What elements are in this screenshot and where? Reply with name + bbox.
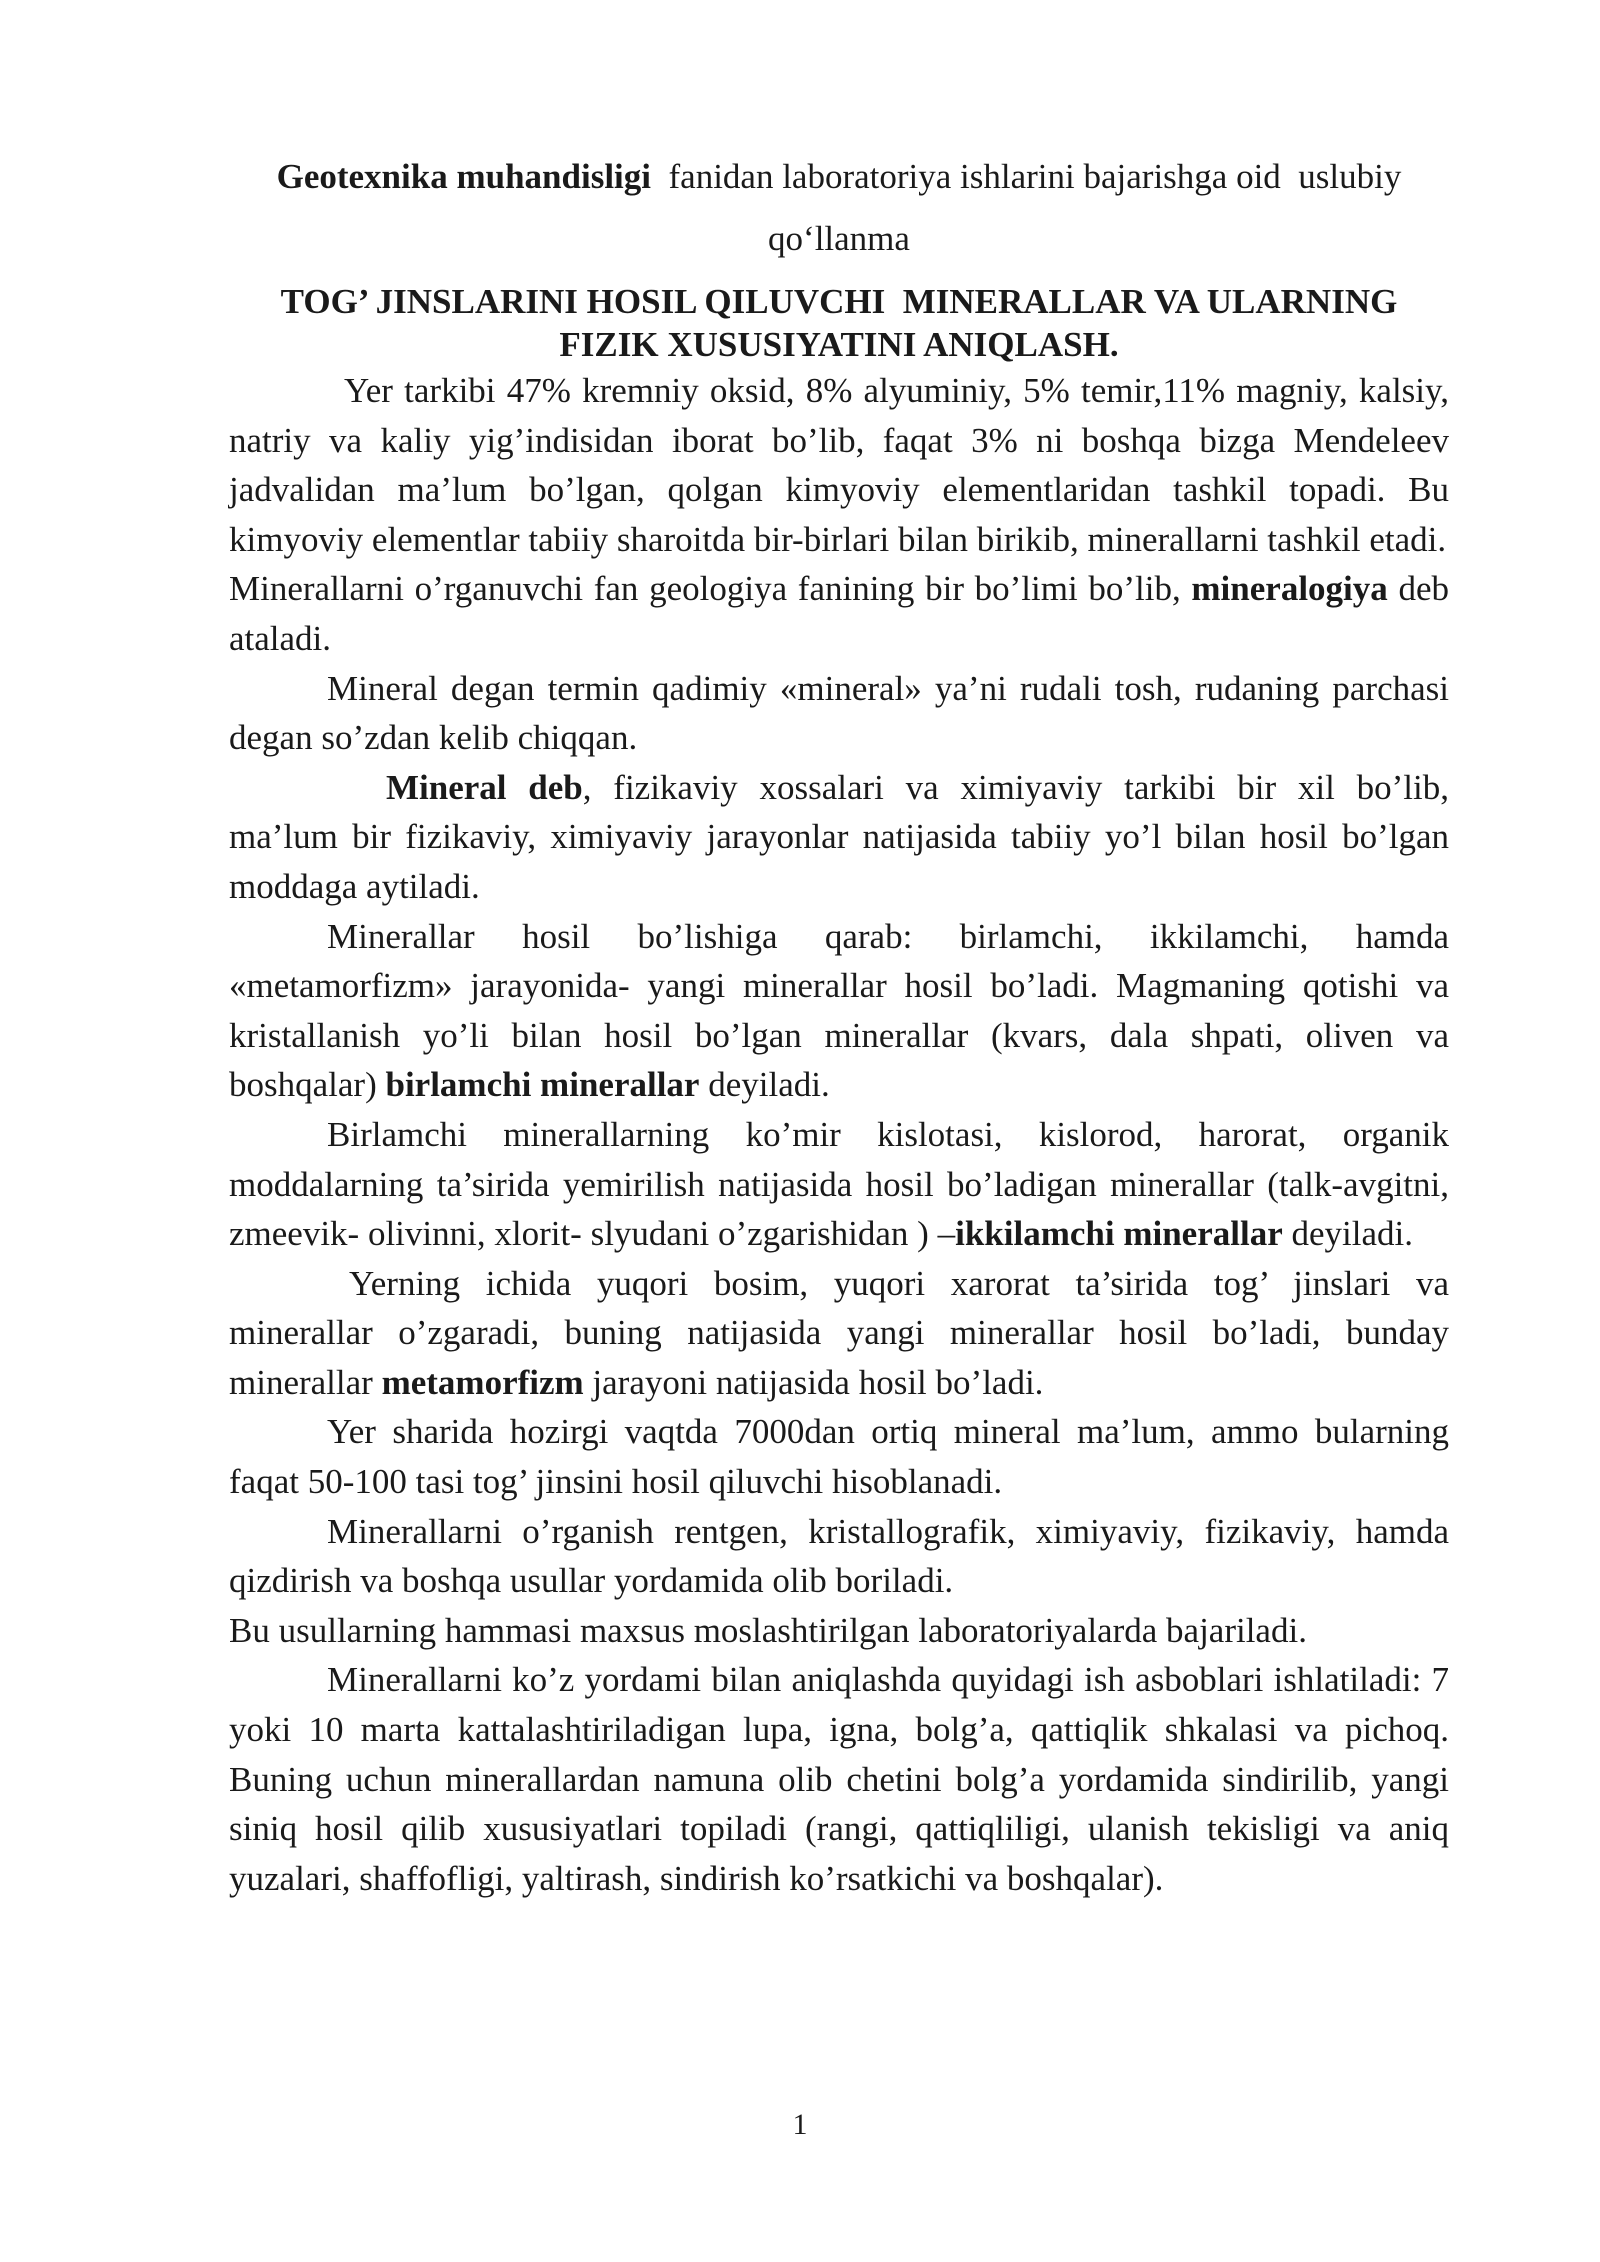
section-title [229,280,1449,366]
title-line1: TOG’ JINSLARINI HOSIL QILUVCHI MINERALLAR VA ULARNING [280,282,1398,321]
document-header [229,146,1449,208]
paragraph-6-text-b: deyiladi. [1282,1214,1413,1254]
header-line1-rest: fanidan laboratoriya ishlarini bajarishga oid uslubiy [651,157,1402,196]
paragraph-2-text-b: deb ataladi. [229,569,1449,658]
paragraph-11: Minerallarni ko’z yordami bilan aniqlashda quyidagi ish asboblari ishlatiladi: 7 yoki 10 marta kattalashtiriladigan lupa, igna, bolg’a, qattiqlik shkalasi va pichoq. Buning uchun minerallardan namuna olib chetini bolg’a yordamida sindirilib, yangi siniq hosil qilib xususiyatlari topiladi (rangi, qattiqliligi, ulanish tekisligi va aniq yuzalari, shaffofligi, yaltirash, sindirish ko’rsatkichi va boshqalar). [229,1660,1449,1898]
paragraph-5-term: birlamchi minerallar [385,1065,700,1105]
paragraph-4-term: Mineral deb [386,767,583,807]
paragraph-6 [229,1110,1449,1259]
paragraph-7 [229,1259,1449,1408]
paragraph-2 [229,564,1449,663]
paragraph-1: Yer tarkibi 47% kremniy oksid, 8% alyuminiy, 5% temir,11% magniy, kalsiy, natriy va kaliy yig’indisidan iborat bo’lib, faqat 3% ni boshqa bizga Mendeleev jadvalidan ma’lum bo’lgan, qolgan kimyoviy elementlaridan tashkil topadi. Bu kimyoviy elementlar tabiiy sharoitda bir-birlari bilan birikib, minerallarni tashkil etadi. [229,371,1449,559]
paragraph-7-term: metamorfizm [381,1362,584,1402]
paragraph-6-text-a: Birlamchi minerallarning ko’mir kislotasi, kislorod, harorat, organik moddalarning ta’sirida yemirilish natijasida hosil bo’ladigan minerallar (talk-avgitni, zmeevik- olivinni, xlorit- slyudani o’zgarishidan ) – [229,1114,1449,1254]
paragraph-7-text-a: Yerning ichida yuqori bosim, yuqori xarorat ta’sirida tog’ jinslari va minerallar o’zgaradi, buning natijasida yangi minerallar hosil bo’ladi, bunday minerallar [229,1263,1449,1402]
document-page [229,146,1449,1903]
title-line2: FIZIK XUSUSIYATINI ANIQLASH. [559,325,1119,364]
paragraph-5-text-a: Minerallar hosil bo’lishiga qarab: birlamchi, ikkilamchi, hamda «metamorfizm» jarayonida- yangi minerallar hosil bo’ladi. Magmaning qotishi va kristallanish yo’li bilan hosil bo’lgan minerallar (kvars, dala shpati, oliven va boshqalar) [229,916,1449,1105]
body-text [229,366,1449,1903]
paragraph-9: Minerallarni o’rganish rentgen, kristallografik, ximiyaviy, fizikaviy, hamda qizdirish va boshqa usullar yordamida olib boriladi. [229,1511,1449,1601]
paragraph-4 [229,763,1449,912]
paragraph-5-text-b: deyiladi. [699,1065,830,1105]
paragraph-2-text-a: Minerallarni o’rganuvchi fan geologiya fanining bir bo’limi bo’lib, [229,569,1192,609]
paragraph-7-text-b: jarayoni natijasida hosil bo’ladi. [583,1362,1044,1402]
paragraph-6-term: ikkilamchi minerallar [955,1214,1283,1254]
header-line2: qo‘llanma [768,219,910,258]
paragraph-8: Yer sharida hozirgi vaqtda 7000dan ortiq mineral ma’lum, ammo bularning faqat 50-100 tasi tog’ jinsini hosil qiluvchi hisoblanadi. [229,1412,1449,1502]
page-number: 1 [792,2108,808,2141]
paragraph-3: Mineral degan termin qadimiy «mineral» ya’ni rudali tosh, rudaning parchasi degan so’zdan kelib chiqqan. [229,668,1449,758]
paragraph-5 [229,912,1449,1110]
paragraph-4-text: , fizikaviy xossalari va ximiyaviy tarkibi bir xil bo’lib, ma’lum bir fizikaviy, ximiyaviy jarayonlar natijasida tabiiy yo’l bilan hosil bo’lgan moddaga aytiladi. [229,767,1450,906]
paragraph-2-term: mineralogiya [1191,569,1388,609]
paragraph-10: Bu usullarning hammasi maxsus moslashtirilgan laboratoriyalarda bajariladi. [229,1610,1307,1650]
header-bold-lead: Geotexnika muhandisligi [276,157,651,196]
